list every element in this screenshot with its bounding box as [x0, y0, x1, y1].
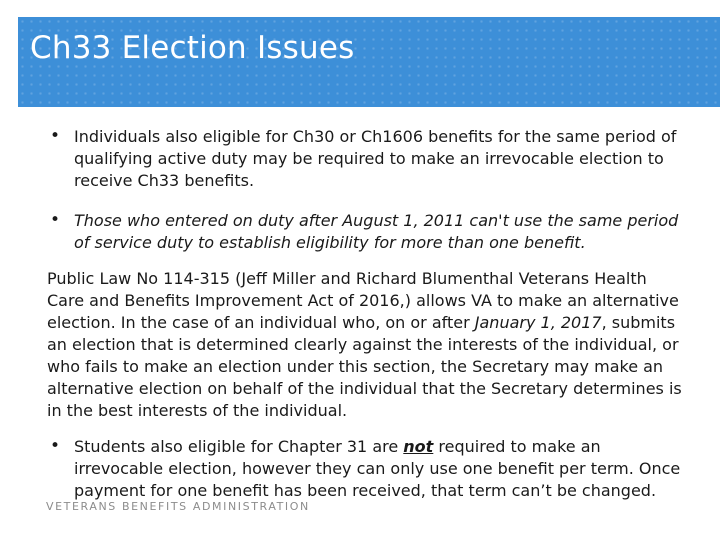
bullet-marker: •	[50, 436, 61, 456]
paragraph-text: , submits an election that is determined clearly against the interests of the individual, or who fails to make an election under this section, the Secretary may make an alternative election on behalf of the individual that the Secretary determines is in the best interests of the individual.	[47, 313, 682, 420]
bullet-text: Students also eligible for Chapter 31 are	[74, 437, 404, 456]
paragraph-date: January 1, 2017	[474, 313, 602, 332]
paragraph-text: Public Law No 114-315 (Jeff Miller and Richard Blumenthal Veterans Health Care and Benefits Improvement Act of 2016,) allows VA to make an alternative election. In the case of an individual who, on or after	[47, 269, 679, 332]
footer-label: VETERANS BENEFITS ADMINISTRATION	[46, 500, 310, 513]
bullet-marker: •	[50, 210, 61, 230]
bullet-item-1: Individuals also eligible for Ch30 or Ch1606 benefits for the same period of qualifying active duty may be required to make an irrevocable election to receive Ch33 benefits.	[74, 127, 677, 190]
bullet-text: required to make an irrevocable election, however they can only use one benefit per term. Once payment for one benefit has been received, that term can’t be changed.	[74, 437, 681, 500]
public-law-paragraph	[47, 268, 687, 422]
slide-title: Ch33 Election Issues	[30, 30, 355, 66]
bullet-item-2: Those who entered on duty after August 1, 2011 can't use the same period of service duty to establish eligibility for more than one benefit.	[74, 211, 679, 252]
bullet-marker: •	[50, 126, 61, 146]
bullet-item-3	[74, 436, 684, 502]
emphasis-not: not	[403, 437, 434, 456]
